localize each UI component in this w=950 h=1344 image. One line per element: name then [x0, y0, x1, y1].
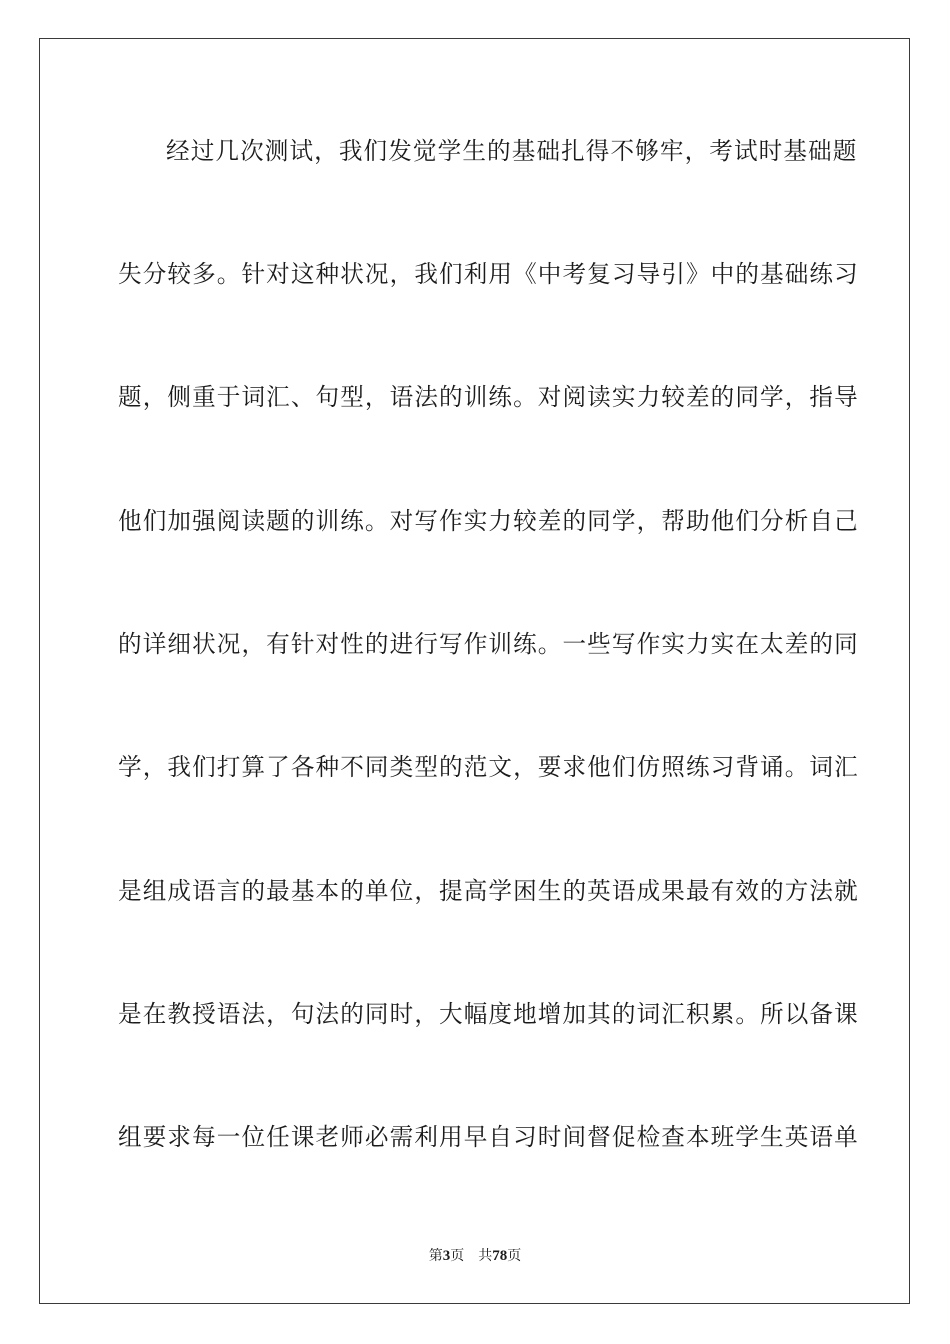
- paragraph-line-1: 经过几次测试，我们发觉学生的基础扎得不够牢，考试时基础题: [166, 137, 858, 165]
- paragraph-line-2: 失分较多。针对这种状况，我们利用《中考复习导引》中的基础练习: [118, 260, 859, 288]
- page-suffix: 页: [450, 1248, 465, 1264]
- paragraph-line-6: 学，我们打算了各种不同类型的范文，要求他们仿照练习背诵。词汇: [118, 753, 859, 781]
- page-number: 3: [442, 1248, 451, 1264]
- page-border: [39, 38, 910, 1304]
- total-prefix: 共: [478, 1248, 493, 1264]
- paragraph-line-9: 组要求每一位任课老师必需利用早自习时间督促检查本班学生英语单: [118, 1123, 859, 1151]
- paragraph-line-4: 他们加强阅读题的训练。对写作实力较差的同学，帮助他们分析自己: [118, 507, 859, 535]
- paragraph-line-8: 是在教授语法，句法的同时，大幅度地增加其的词汇积累。所以备课: [118, 1000, 859, 1028]
- total-suffix: 页: [507, 1248, 522, 1264]
- page-footer: [0, 1247, 950, 1265]
- total-pages: 78: [492, 1248, 508, 1264]
- page-prefix: 第: [428, 1248, 443, 1264]
- paragraph-line-5: 的详细状况，有针对性的进行写作训练。一些写作实力实在太差的同: [118, 630, 859, 658]
- paragraph-line-7: 是组成语言的最基本的单位，提高学困生的英语成果最有效的方法就: [118, 877, 859, 905]
- paragraph-line-3: 题，侧重于词汇、句型，语法的训练。对阅读实力较差的同学，指导: [118, 383, 859, 411]
